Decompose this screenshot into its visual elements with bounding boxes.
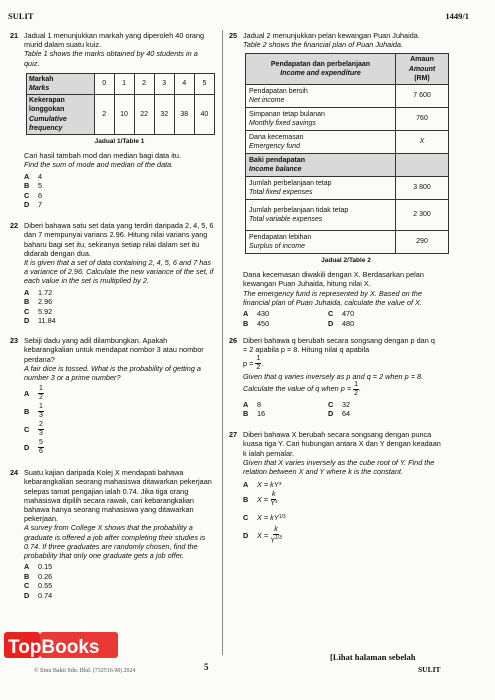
option-d[interactable]: D X = $\frac{k}{Y^{1/3}}$ <box>243 526 282 544</box>
answer-options <box>24 288 215 326</box>
option-b[interactable]: B 2.96 <box>24 297 53 307</box>
question-number: 22 <box>10 221 19 231</box>
option-d[interactable]: D 0.74 <box>24 590 53 600</box>
question-prompt: Dana kecemasan diwakili dengan X. Berdasarkan pelan kewangan Puan Juhaida, hitung nilai X. <box>243 270 424 289</box>
question-number: 21 <box>10 31 19 40</box>
table-cell: 5 <box>194 73 214 94</box>
option-a[interactable]: A 0.15 <box>24 562 53 572</box>
question-prompt-en: Find the sum of mode and median of the data. <box>24 160 174 170</box>
question-text-en: Table 1 shows the marks obtained by 40 students in a quiz. <box>24 49 198 68</box>
answer-options <box>243 399 441 418</box>
table-cell: 1 <box>114 73 134 94</box>
question-26 <box>229 336 441 418</box>
option-a[interactable]: A 1.72 <box>24 287 53 297</box>
question-number: 25 <box>229 31 238 40</box>
table-row-header: Markah Marks <box>27 73 95 94</box>
option-b[interactable]: B 5 <box>24 181 43 191</box>
footer-sulit: SULIT <box>418 665 441 674</box>
table-cell: 22 <box>134 95 154 135</box>
table-2 <box>245 53 449 254</box>
column-divider <box>222 30 223 655</box>
table-cell: 2 <box>134 73 154 94</box>
question-text: Jadual 2 menunjukkan pelan kewangan Puan Juhaida. <box>243 31 420 40</box>
option-d[interactable]: D 480 <box>328 318 355 328</box>
option-c[interactable]: C 6 <box>24 190 43 200</box>
question-24 <box>10 468 215 600</box>
question-condition: p = $\frac{1}{2}$ . <box>243 355 264 371</box>
table-row: Baki pendapatan Income balance <box>246 154 449 177</box>
question-text-en: A fair dice is tossed. What is the probability of getting a number 3 or a prime number? <box>24 363 201 382</box>
table-cell: 40 <box>194 95 214 135</box>
question-prompt-en: The emergency fund is represented by X. Based on the financial plan of Puan Juhaida, calculate the value of X. <box>243 288 422 307</box>
question-number: 23 <box>10 336 19 346</box>
header-sulit: SULIT <box>8 11 34 21</box>
table-cell: 4 <box>174 73 194 94</box>
question-text: Jadual 1 menunjukkan markah yang diperoleh 40 orang murid dalam suatu kuiz. <box>24 31 205 50</box>
question-21 <box>10 31 215 209</box>
option-c[interactable]: C 32 <box>328 399 351 409</box>
question-number: 27 <box>229 430 238 440</box>
question-number: 24 <box>10 468 19 478</box>
option-d[interactable]: D 11.84 <box>24 315 56 325</box>
table-row: Dana kecemasan Emergency fund X <box>246 131 449 154</box>
question-number: 26 <box>229 335 238 345</box>
copyright-text: © Ilmu Bakti Sdn. Bhd. (732516-M) 2024 <box>34 668 136 674</box>
option-c[interactable]: C 5.92 <box>24 306 53 316</box>
question-text-en: Given that q varies inversely as p and q = 2 when p = 8. Calculate the value of q when p = $\frac{1}{2}$ . <box>243 372 424 397</box>
right-column <box>229 31 441 544</box>
answer-options <box>243 478 441 544</box>
table-cell: 3 <box>154 73 174 94</box>
table-caption: Jadual 1/Table 1 <box>94 138 145 146</box>
question-text: Diberi bahawa satu set data yang terdiri daripada 2, 4, 5, 6 dan 7 mempunyai varians 2.96. Hitung nilai varians yang baharu bagi set itu, sekiranya setiap nilai dalam set itu didarab dengan dua. <box>24 221 214 258</box>
option-b[interactable]: B 450 <box>243 318 270 328</box>
question-text-en: A survey from College X shows that the probability a graduate is offered a job after completing their studies is 0.74. If three graduates are randomly chosen, find the probability that only one graduate gets a job offer. <box>24 523 206 561</box>
question-text: Sebiji dadu yang adil dilambungkan. Apakah kebarangkalian untuk mendapat nombor 3 atau nombor perdana? <box>24 336 204 364</box>
next-page-note: [Lihat halaman sebelah <box>330 652 416 662</box>
option-a[interactable]: A 430 <box>243 309 270 319</box>
option-a[interactable]: A 8 <box>243 399 262 409</box>
question-text-en: It is given that a set of data containing 2, 4, 5, 6 and 7 has a variance of 2.96. Calculate the new variance of the set, if each value in the set is multiplied by 2. <box>24 258 214 286</box>
option-a[interactable]: A X = kY³ <box>243 479 282 489</box>
page-number: 5 <box>204 662 209 672</box>
table-header: Pendapatan dan perbelanjaan Income and expenditure <box>246 54 396 85</box>
option-d[interactable]: D 7 <box>24 199 43 209</box>
topbooks-logo <box>2 622 122 670</box>
table-row: Pendapatan lebihan Surplus of income 290 <box>246 231 449 254</box>
table-row: Jumlah perbelanjaan tidak tetap Total variable expenses 2 300 <box>246 200 449 231</box>
option-b[interactable]: B $\frac{1}{3}$ <box>24 403 43 419</box>
option-c[interactable]: C 0.55 <box>24 581 53 591</box>
table-1 <box>26 73 215 135</box>
answer-options <box>24 172 215 210</box>
question-text-en: Given that X varies inversely as the cube root of Y. Find the relation between X and Y where k is the constant. <box>243 457 435 477</box>
table-row-header: Kekerapan longgokan Cumulative frequency <box>27 95 95 135</box>
option-c[interactable]: C 470 <box>328 309 355 319</box>
answer-options <box>243 309 449 328</box>
answer-options <box>24 384 215 456</box>
question-text: Diberi bahawa q berubah secara songsang dengan p dan q = 2 apabila p = 8. Hitung nilai q apabila <box>243 335 435 355</box>
question-text: Diberi bahawa X berubah secara songsang dengan punca kuasa tiga Y. Cari hubungan antara X dan Y dengan keadaan k ialah pemalar. <box>243 430 441 458</box>
table-caption: Jadual 2/Table 2 <box>321 257 371 265</box>
option-a[interactable]: A 4 <box>24 171 43 181</box>
left-column <box>10 31 215 600</box>
question-text-en: Table 2 shows the financial plan of Puan Juhaida. <box>243 40 403 50</box>
question-prompt: Cari hasil tambah mod dan median bagi data itu. <box>24 151 181 161</box>
table-row: Jumlah perbelanjaan tetap Total fixed expenses 3 800 <box>246 177 449 200</box>
table-cell: 10 <box>114 95 134 135</box>
option-d[interactable]: D 64 <box>328 408 351 418</box>
table-header: Amaun Amount (RM) <box>396 54 449 85</box>
option-c[interactable]: C $\frac{2}{3}$ <box>24 421 43 437</box>
answer-options <box>24 562 215 600</box>
header-paper-code: 1449/1 <box>445 11 469 21</box>
table-row: Pendapatan bersih Net income 7 600 <box>246 85 449 108</box>
question-27 <box>229 430 441 544</box>
table-cell: 32 <box>154 95 174 135</box>
option-b[interactable]: B X = $\frac{k}{\text{Y³}}$ <box>243 491 278 507</box>
table-cell: 38 <box>174 95 194 135</box>
option-d[interactable]: D $\frac{5}{6}$ <box>24 439 43 455</box>
option-b[interactable]: B 16 <box>243 408 266 418</box>
option-b[interactable]: B 0.26 <box>24 571 53 581</box>
svg-text:TopBooks: TopBooks <box>8 637 100 658</box>
table-cell: 0 <box>94 73 114 94</box>
question-23 <box>10 336 215 456</box>
option-c[interactable]: C X = kY 1/3 <box>243 512 286 522</box>
question-text: Suatu kajian daripada Kolej X mendapati bahawa kebarangkalian seorang mahasiswa ditawarkan pekerjaan selepas tamat pengajian ialah 0.74. Jika tiga orang mahasiswa dipilih secara rawak, cari kebarangkalian bahawa hanya seorang mahasiswa yang ditawarkan pekerjaan. <box>24 468 212 524</box>
option-a[interactable]: A $\frac{1}{2}$ <box>24 385 43 401</box>
table-cell: 2 <box>94 95 114 135</box>
table-row: Simpanan tetap bulanan Monthly fixed savings 760 <box>246 108 449 131</box>
question-22 <box>10 221 215 325</box>
question-25 <box>229 31 441 328</box>
